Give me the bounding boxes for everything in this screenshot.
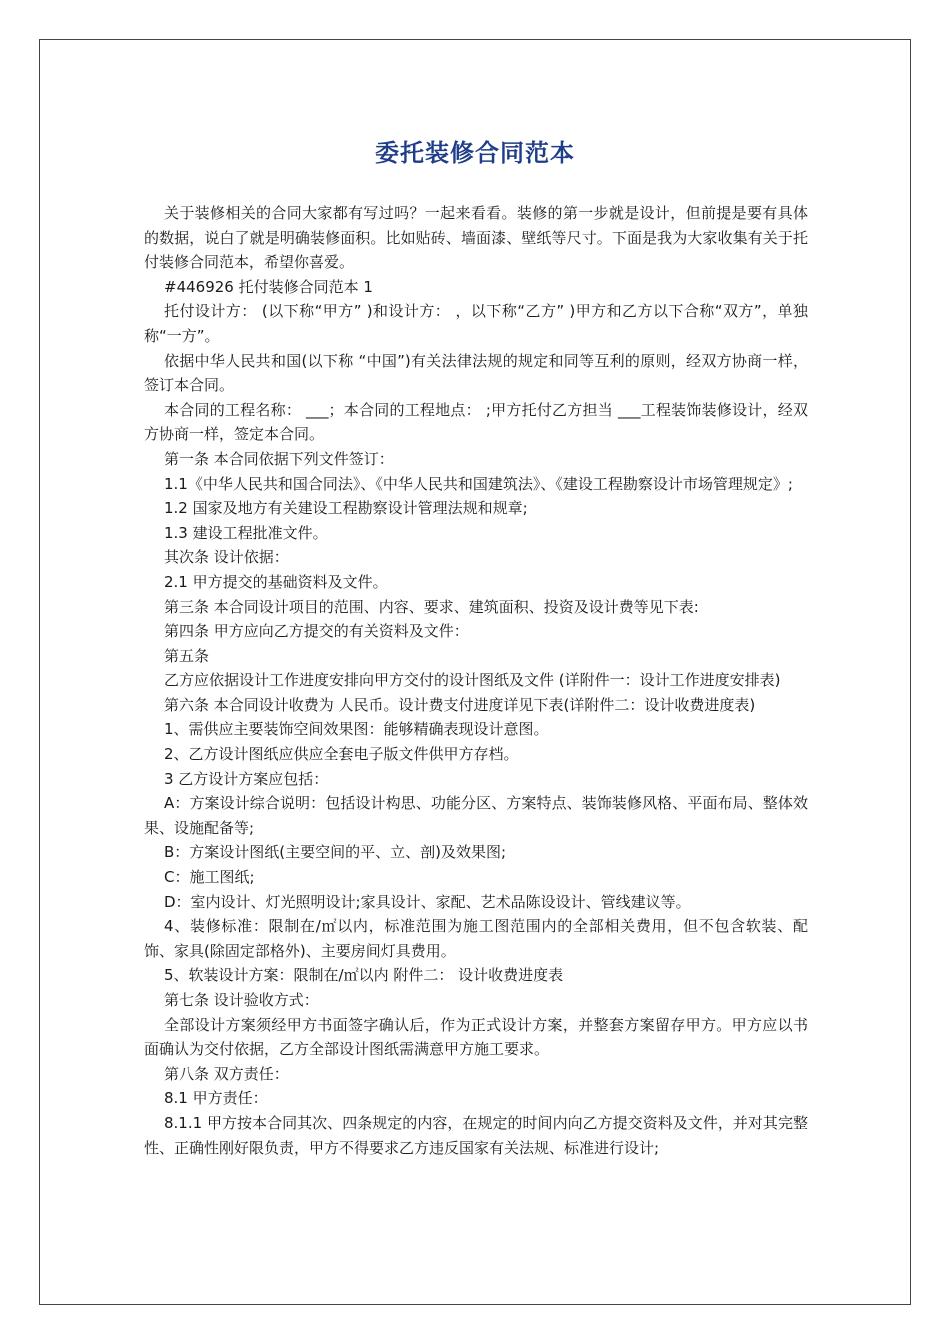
paragraph: 2、乙方设计图纸应供应全套电子版文件供甲方存档。 <box>164 745 519 764</box>
paragraph: 8.1 甲方责任： <box>164 1089 268 1108</box>
paragraph: 第一条 本合同依据下列文件签订： <box>164 449 394 468</box>
paragraph: 1.1《中华人民共和国合同法》、《中华人民共和国建筑法》、《建设工程勘察设计市场管理规定》; <box>164 474 793 493</box>
paragraph: 第五条 <box>164 646 210 665</box>
paragraph: A：方案设计综合说明：包括设计构思、功能分区、方案特点、装饰装修风格、平面布局、整体效果、设施配备等; <box>144 794 808 837</box>
paragraph: 第六条 本合同设计收费为 人民币。设计费支付进度详见下表(详附件二：设计收费进度表) <box>164 695 756 714</box>
paragraph: 第八条 双方责任： <box>164 1064 289 1083</box>
document-title: 委托装修合同范本 <box>375 139 575 167</box>
document-body <box>144 201 808 1160</box>
paragraph: 乙方应依据设计工作进度安排向甲方交付的设计图纸及文件 (详附件一：设计工作进度安排表) <box>164 671 781 690</box>
paragraph: 第七条 设计验收方式： <box>164 991 319 1009</box>
paragraph: 5、软装设计方案：限制在/㎡以内 附件二： 设计收费进度表 <box>164 966 564 985</box>
paragraph: 2.1 甲方提交的基础资料及文件。 <box>164 572 388 591</box>
paragraph: 第四条 甲方应向乙方提交的有关资料及文件： <box>164 622 469 641</box>
paragraph: 4、装修标准：限制在/㎡以内，标准范围为施工图范围内的全部相关费用，但不包含软装、配饰、家具(除固定部格外)、主要房间灯具费用。 <box>144 917 808 960</box>
paragraph: 第三条 本合同设计项目的范围、内容、要求、建筑面积、投资及设计费等见下表: <box>164 597 699 616</box>
paragraph: 1.2 国家及地方有关建设工程勘察设计管理法规和规章; <box>164 499 528 518</box>
paragraph: 全部设计方案须经甲方书面签字确认后，作为正式设计方案，并整套方案留存甲方。甲方应以书面确认为交付依据，乙方全部设计图纸需满意甲方施工要求。 <box>144 1015 808 1059</box>
paragraph: 本合同的工程名称： ___；本合同的工程地点： ;甲方托付乙方担当 ___工程装饰装修设计，经双方协商一样，签定本合同。 <box>144 400 808 444</box>
paragraph: 8.1.1 甲方按本合同其次、四条规定的内容，在规定的时间内向乙方提交资料及文件，并对其完整性、正确性刚好限负责，甲方不得要求乙方违反国家有关法规、标准进行设计; <box>144 1113 808 1157</box>
paragraph: 1.3 建设工程批准文件。 <box>164 523 328 542</box>
paragraph: 1、需供应主要装饰空间效果图：能够精确表现设计意图。 <box>164 720 549 739</box>
paragraph: 其次条 设计依据： <box>164 548 289 567</box>
paragraph: 托付设计方： (以下称“甲方” )和设计方： ，以下称“乙方” )甲方和乙方以下合称“双方”，单独称“一方”。 <box>144 302 808 345</box>
paragraph: D：室内设计、灯光照明设计;家具设计、家配、艺术品陈设设计、管线建议等。 <box>164 892 691 911</box>
paragraph: 依据中华人民共和国(以下称 “中国”)有关法律法规的规定和同等互利的原则，经双方协商一样，签订本合同。 <box>144 351 808 395</box>
paragraph: C：施工图纸; <box>164 868 255 887</box>
paragraph: 关于装修相关的合同大家都有写过吗？一起来看看。装修的第一步就是设计，但前提是要有具体的数据，说白了就是明确装修面积。比如贴砖、墙面漆、壁纸等尺寸。下面是我为大家收集有关于托付装修合同范本，希望你喜爱。 <box>144 204 808 272</box>
paragraph: B：方案设计图纸(主要空间的平、立、剖)及效果图; <box>164 843 507 862</box>
paragraph: #446926 托付装修合同范本 1 <box>164 277 373 296</box>
paragraph: 3 乙方设计方案应包括： <box>164 769 329 788</box>
